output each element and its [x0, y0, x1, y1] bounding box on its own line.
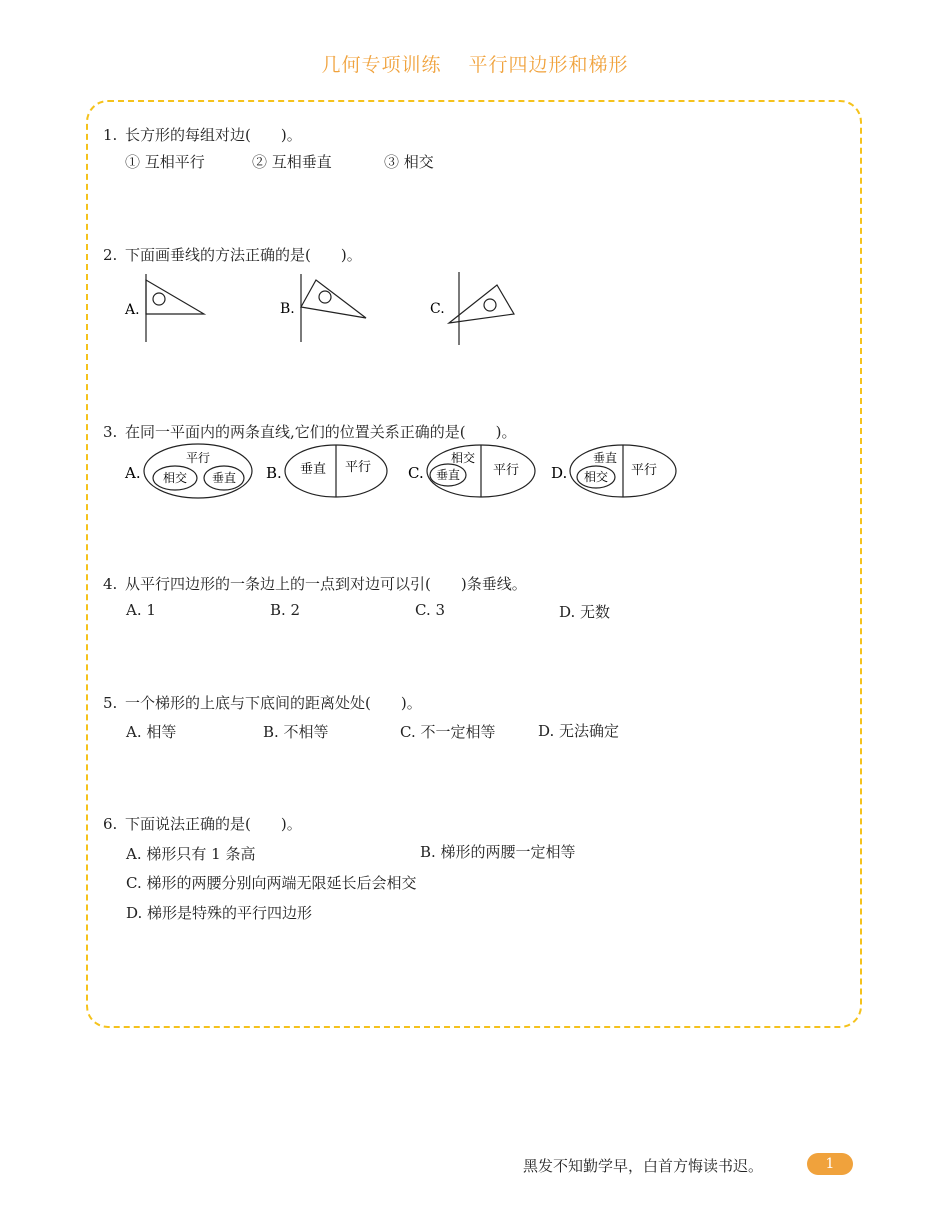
q3-label-b: B. — [266, 464, 282, 482]
q4-option-b[interactable]: B. 2 — [270, 601, 301, 619]
q5-option-a[interactable]: A. 相等 — [126, 723, 177, 741]
q3-c-intersect: 相交 — [450, 451, 476, 465]
q3-label-a: A. — [125, 464, 141, 482]
q2-label-a: A. — [125, 302, 140, 318]
title-topic: 几何专项训练 — [321, 54, 442, 76]
title-subtopic: 平行四边形和梯形 — [468, 54, 629, 76]
question-stem: 一个梯形的上底与下底间的距离处处( )。 — [125, 694, 422, 712]
q3-d-intersect: 相交 — [583, 470, 609, 484]
question-stem: 下面画垂线的方法正确的是( )。 — [125, 246, 362, 264]
question-stem: 长方形的每组对边( )。 — [125, 126, 302, 144]
q3-label-d: D. — [551, 464, 568, 482]
q4-option-c[interactable]: C. 3 — [415, 601, 446, 619]
q4-option-d[interactable]: D. 无数 — [559, 603, 611, 621]
q3-a-intersect: 相交 — [162, 471, 188, 485]
q3-a-parallel: 平行 — [185, 451, 211, 465]
footer-motto: 黑发不知勤学早，白首方悔读书迟。 — [523, 1157, 764, 1175]
q3-label-c: C. — [408, 464, 424, 482]
q6-option-b[interactable]: B. 梯形的两腰一定相等 — [420, 843, 576, 861]
question-number: 1. — [103, 126, 118, 144]
q5-option-d[interactable]: D. 无法确定 — [538, 722, 620, 740]
q6-option-d[interactable]: D. 梯形是特殊的平行四边形 — [126, 904, 313, 922]
question-number: 2. — [103, 246, 118, 264]
q2-label-b: B. — [280, 301, 295, 317]
question-6 — [103, 813, 302, 834]
question-number: 5. — [103, 694, 118, 712]
q1-option-2[interactable]: ② 互相垂直 — [252, 153, 332, 171]
q3-d-parallel: 平行 — [630, 463, 658, 478]
question-number: 3. — [103, 423, 118, 441]
q3-a-perpendicular: 垂直 — [211, 471, 237, 485]
q1-option-3[interactable]: ③ 相交 — [384, 153, 434, 171]
q3-d-perpendicular: 垂直 — [592, 451, 618, 465]
question-stem: 从平行四边形的一条边上的一点到对边可以引( )条垂线。 — [125, 575, 527, 593]
question-number: 4. — [103, 575, 118, 593]
question-stem: 在同一平面内的两条直线,它们的位置关系正确的是( )。 — [125, 423, 517, 441]
q4-option-a[interactable]: A. 1 — [126, 601, 156, 619]
question-stem: 下面说法正确的是( )。 — [125, 815, 302, 833]
q3-b-parallel: 平行 — [344, 460, 372, 475]
q3-b-perpendicular: 垂直 — [299, 462, 327, 477]
q5-option-c[interactable]: C. 不一定相等 — [400, 723, 496, 741]
q3-c-perpendicular: 垂直 — [435, 468, 461, 482]
q1-option-1[interactable]: ① 互相平行 — [125, 153, 205, 171]
question-4 — [103, 573, 527, 594]
question-5 — [103, 692, 422, 713]
q5-option-b[interactable]: B. 不相等 — [263, 723, 329, 741]
q6-option-c[interactable]: C. 梯形的两腰分别向两端无限延长后会相交 — [126, 874, 417, 892]
q6-option-a[interactable]: A. 梯形只有 1 条高 — [126, 845, 256, 863]
q3-c-parallel: 平行 — [492, 463, 520, 478]
question-number: 6. — [103, 815, 118, 833]
page-number-badge: 1 — [807, 1153, 853, 1175]
q2-label-c: C. — [430, 301, 445, 317]
